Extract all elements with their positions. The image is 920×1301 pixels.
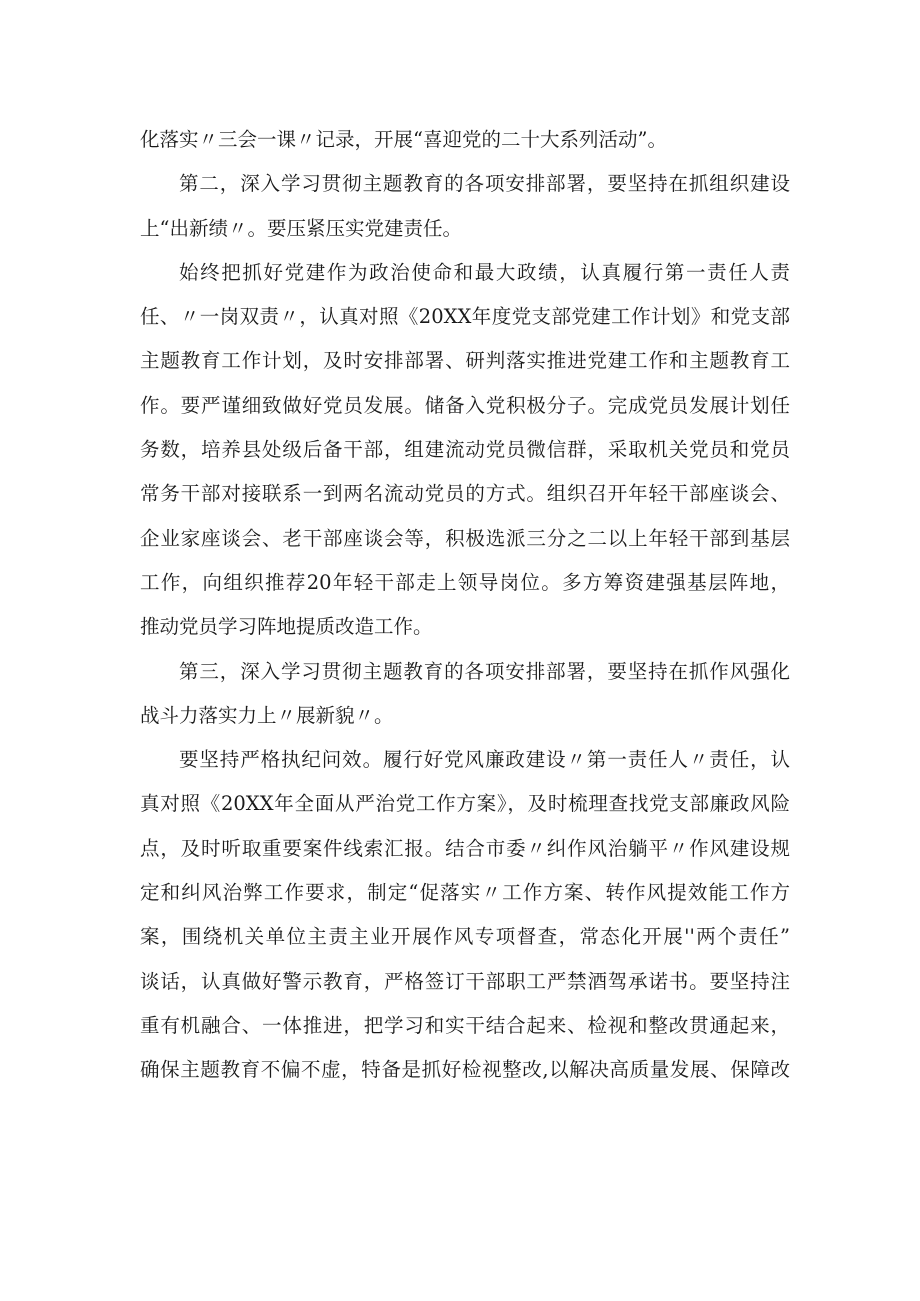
text-line: 谈话，认真做好警示教育，严格签订干部职工严禁酒驾承诺书。要坚持注 [140,969,790,993]
text-line: 真对照《20XX年全面从严治党工作方案》，及时梳理查找党支部廉政风险 [140,792,790,816]
text-line: 案，围绕机关单位主责主业开展作风专项督查，常态化开展''两个责任” [140,925,790,949]
text-line: 第三，深入学习贯彻主题教育的各项安排部署，要坚持在抓作风强化 [179,659,790,683]
text-line: 第二，深入学习贯彻主题教育的各项安排部署，要坚持在抓组织建设 [179,172,790,196]
text-line: 企业家座谈会、老干部座谈会等，积极选派三分之二以上年轻干部到基层 [140,526,790,550]
text-line: 任、〃一岗双责〃，认真对照《20XX年度党支部党建工作计划》和党支部 [140,305,790,329]
text-line: 点，及时听取重要案件线索汇报。结合市委〃纠作风治躺平〃作风建设规 [140,836,790,860]
text-line: 常务干部对接联系一到两名流动党员的方式。组织召开年轻干部座谈会、 [140,482,790,506]
text-line: 战斗力落实力上〃展新貌〃。 [140,703,394,727]
text-line: 要坚持严格执纪问效。履行好党风廉政建设〃第一责任人〃责任，认 [179,748,790,772]
text-line: 推动党员学习阵地提质改造工作。 [140,615,433,639]
text-line: 化落实〃三会一课〃记录，开展“喜迎党的二十大系列活动”。 [140,128,667,151]
text-line: 重有机融合、一体推进，把学习和实干结合起来、检视和整改贯通起来， [140,1013,790,1037]
document-body [140,118,790,1093]
text-line: 始终把抓好党建作为政治使命和最大政绩，认真履行第一责任人责 [179,260,790,284]
text-line: 工作，向组织推荐20年轻干部走上领导岗位。多方筹资建强基层阵地， [140,570,790,594]
text-line: 定和纠风治弊工作要求，制定“促落实〃工作方案、转作风提效能工作方 [140,881,790,905]
text-line: 确保主题教育不偏不虚，特备是抓好检视整改,以解决高质量发展、保障改 [140,1058,790,1082]
text-line: 上“出新绩〃。要压紧压实党建责任。 [140,216,462,240]
text-line: 务数，培养县处级后备干部，组建流动党员微信群，采取机关党员和党员 [140,438,790,462]
text-line: 作。要严谨细致做好党员发展。储备入党积极分子。完成党员发展计划任 [140,393,790,417]
text-line: 主题教育工作计划，及时安排部署、研判落实推进党建工作和主题教育工 [140,349,790,373]
